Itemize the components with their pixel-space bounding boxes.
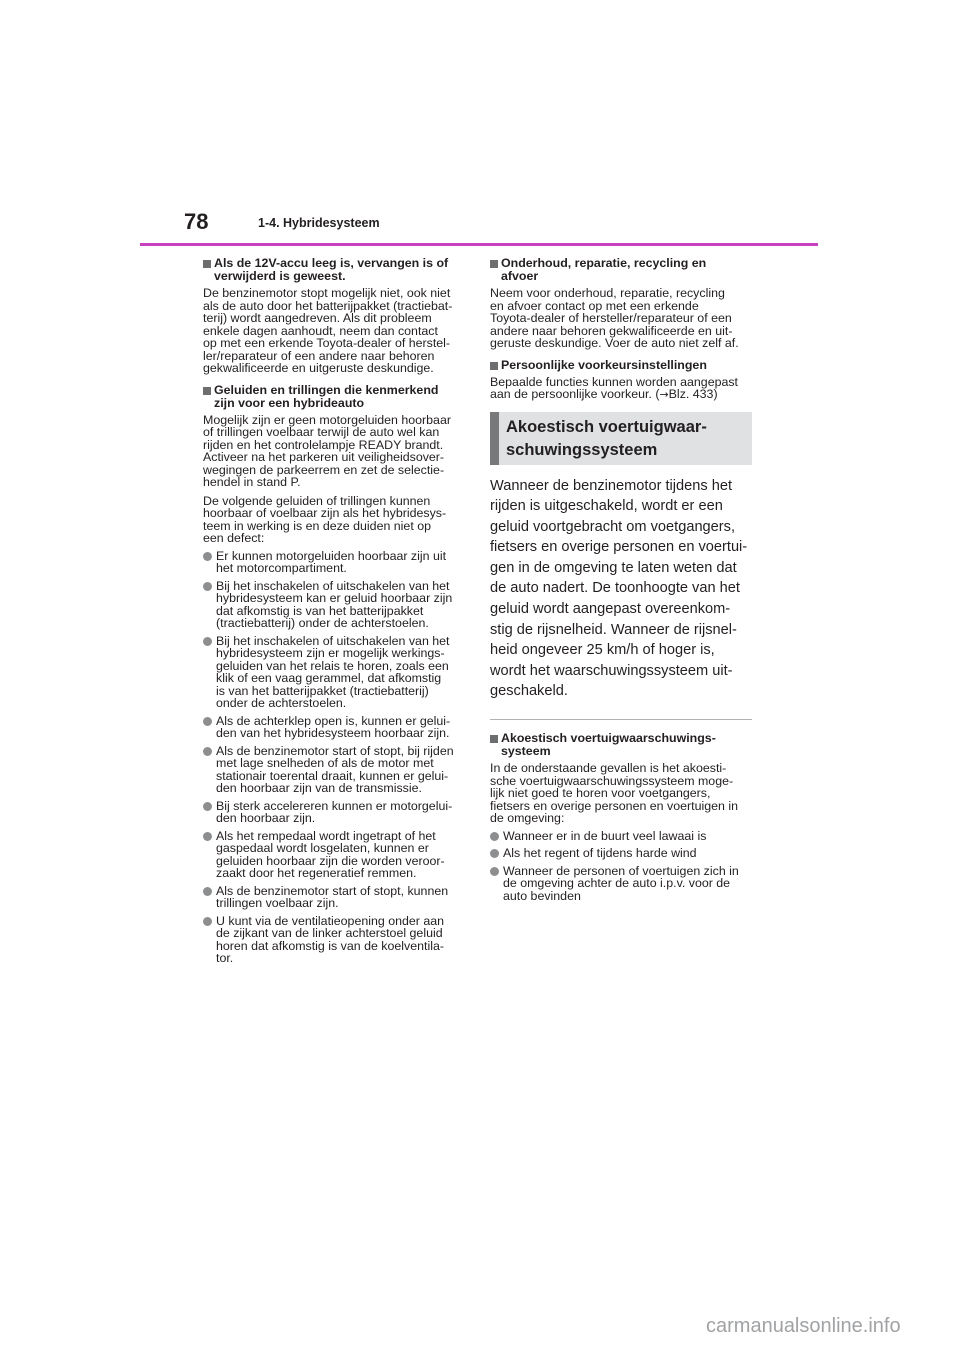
section-title-bar [490, 412, 499, 465]
bullet-list-right [490, 825, 752, 903]
text-line: hendel in stand P. [203, 475, 301, 489]
title-line: schuwingssysteem [506, 440, 658, 459]
text-line: is van het batterijpakket (tractiebatterij) [216, 683, 429, 698]
text-line: aan de persoonlijke voorkeur. ( [490, 387, 660, 401]
text-line: ler/reparateur of een andere naar behoren [203, 348, 435, 363]
list-item [203, 830, 465, 880]
list-item-text [216, 885, 465, 910]
text-line: met lage snelheden of als de motor met [216, 756, 434, 770]
section-title [506, 416, 746, 462]
section-heading-12v [203, 257, 465, 283]
list-item [203, 745, 465, 795]
list-item-text [216, 580, 465, 630]
text-line: De volgende geluiden of trillingen kunnen [203, 493, 431, 508]
list-item [490, 847, 752, 860]
text-line: (tractiebatterij) onder de achterstoelen. [216, 616, 429, 630]
text-line: de auto nadert. De toonhoogte van het [490, 580, 740, 597]
text-line: geluid voortgebracht om voetgangers, [490, 518, 736, 535]
text-line: geluiden van het relais te horen, zoals een [216, 658, 449, 673]
text-line: Als het rempedaal wordt ingetrapt of het [216, 828, 436, 843]
heading-line: systeem [501, 744, 551, 759]
paragraph-voorkeur [490, 376, 752, 402]
text-line: de omgeving achter de auto i.p.v. voor de [503, 876, 731, 891]
text-line: het motorcompartiment. [216, 561, 347, 575]
list-item [203, 715, 465, 740]
text-line: een defect: [203, 531, 265, 545]
intro-paragraph [490, 476, 752, 703]
text-line: wordt het waarschuwingssysteem uit- [490, 662, 733, 679]
text-line: In de onderstaande gevallen is het akoesti- [490, 761, 727, 776]
text-line: fietsers en overige personen en voertuigen in [490, 798, 738, 813]
text-line: auto bevinden [503, 888, 581, 903]
text-line: de zijkant van de linker achterstoel geluid [216, 926, 443, 940]
list-item-text [216, 550, 465, 575]
text-line: klik of een vaag gerammel, dat afkomstig [216, 671, 442, 685]
text-line: hybridesysteem zijn er mogelijk werkings- [216, 646, 445, 660]
text-line: enkele dagen aanhoudt, neem dan contact [203, 323, 438, 338]
text-line: Bij het inschakelen of uitschakelen van het [216, 578, 450, 593]
text-line: Bij het inschakelen of uitschakelen van het [216, 633, 450, 648]
text-line: gekwalificeerde en uitgeruste deskundige. [203, 361, 434, 375]
list-item-text [216, 635, 465, 710]
heading-line: Persoonlijke voorkeursinstellingen [501, 357, 707, 372]
text-line: gaspedaal wordt losgelaten, kunnen er [216, 841, 429, 855]
watermark: carmanualsonline.info [706, 1315, 901, 1337]
list-item [203, 635, 465, 710]
paragraph-12v [203, 287, 465, 375]
section-heading-akoestisch [490, 732, 752, 758]
text-line: of trillingen voelbaar terwijl de auto wel kan [203, 425, 440, 439]
text-line: trillingen voelbaar zijn. [216, 896, 339, 910]
text-line: terij) wordt aangedreven. Als dit probleem [203, 311, 432, 325]
paragraph-geluiden-2 [203, 495, 465, 545]
list-item-text [503, 865, 752, 903]
circle-bullet-icon [490, 849, 499, 858]
circle-bullet-icon [490, 832, 499, 841]
text-line: hybridesysteem kan er geluid hoorbaar zijn [216, 591, 453, 605]
title-line: Akoestisch voertuigwaar- [506, 417, 707, 436]
text-line: andere naar behoren gekwalificeerde en uit- [490, 323, 733, 338]
heading-line: Als de 12V-accu leeg is, vervangen is of [214, 256, 449, 270]
text-line: stig de rijsnelheid. Wanneer de rijsnel- [490, 621, 737, 638]
square-bullet-icon [490, 735, 498, 743]
text-line: Toyota-dealer of hersteller/reparateur of een [490, 311, 732, 325]
square-bullet-icon [490, 362, 498, 370]
text-line: Als het regent of tijdens harde wind [503, 846, 697, 861]
text-line: Er kunnen motorgeluiden hoorbaar zijn uit [216, 548, 447, 563]
text-line: dat afkomstig is van het batterijpakket [216, 603, 424, 618]
paragraph-geluiden-1 [203, 414, 465, 489]
text-line: Als de benzinemotor start of stopt, kunnen [216, 883, 449, 898]
text-line: den hoorbaar zijn. [216, 811, 316, 825]
square-bullet-icon [203, 260, 211, 268]
text-line: heid ongeveer 25 km/h of hoger is, [490, 642, 715, 659]
section-heading-onderhoud [490, 257, 752, 283]
paragraph-onderhoud [490, 287, 752, 350]
text-line: geluid wordt aangepast overeenkom- [490, 601, 731, 618]
section-heading-voorkeur [490, 359, 752, 372]
circle-bullet-icon [203, 582, 212, 591]
text-line: hoorbaar of voelbaar zijn als het hybridesys- [203, 506, 447, 520]
text-line: Als de achterklep open is, kunnen er gelui- [216, 713, 451, 728]
text-line: Mogelijk zijn er geen motorgeluiden hoorbaar [203, 412, 451, 427]
square-bullet-icon [203, 387, 211, 395]
list-item [203, 915, 465, 965]
circle-bullet-icon [203, 637, 212, 646]
text-line: rijden en het controlelampje READY brandt. [203, 437, 444, 452]
arrow-right-icon: → [659, 388, 669, 401]
list-item [203, 885, 465, 910]
list-item-text [503, 847, 752, 860]
heading-line: Akoestisch voertuigwaarschuwings- [501, 731, 716, 746]
heading-line: verwijderd is geweest. [214, 269, 346, 283]
list-item-text [216, 830, 465, 880]
text-line: als de auto door het batterijpakket (tractiebat- [203, 298, 453, 313]
text-line: geluiden hoorbaar zijn die worden veroor- [216, 853, 445, 868]
circle-bullet-icon [490, 867, 499, 876]
heading-line: zijn voor een hybrideauto [214, 395, 365, 410]
paragraph-akoestisch [490, 762, 752, 825]
text-line: geschakeld. [490, 683, 568, 700]
circle-bullet-icon [203, 717, 212, 726]
list-item-text [216, 745, 465, 795]
text-line: wegingen de parkeerrem en zet de selectie- [203, 462, 445, 477]
circle-bullet-icon [203, 747, 212, 756]
text-line: Wanneer er in de buurt veel lawaai is [503, 828, 707, 843]
text-line: Bepaalde functies kunnen worden aangepast [490, 374, 739, 389]
text-line: Wanneer de personen of voertuigen zich in [503, 863, 739, 878]
list-item-text [216, 915, 465, 965]
text-line: op met een erkende Toyota-dealer of herstel- [203, 336, 451, 350]
section-title-box [490, 412, 752, 465]
square-bullet-icon [490, 260, 498, 268]
heading-line: Geluiden en trillingen die kenmerkend [214, 382, 439, 397]
list-item-text [216, 800, 465, 825]
circle-bullet-icon [203, 917, 212, 926]
text-line: stationair toerental draait, kunnen er gelui- [216, 768, 449, 783]
text-line: U kunt via de ventilatieopening onder aan [216, 913, 445, 928]
left-column [203, 257, 465, 965]
text-line: rijden is uitgeschakeld, wordt er een [490, 498, 723, 515]
text-line: Als de benzinemotor start of stopt, bij rijden [216, 743, 454, 758]
circle-bullet-icon [203, 832, 212, 841]
text-line: Wanneer de benzinemotor tijdens het [490, 477, 733, 494]
list-item [203, 550, 465, 575]
section-divider [490, 719, 752, 720]
circle-bullet-icon [203, 802, 212, 811]
right-column [490, 257, 752, 902]
text-line: de omgeving: [490, 811, 565, 826]
text-line: Neem voor onderhoud, reparatie, recycling [490, 286, 725, 300]
text-line: lijk niet goed te horen voor voetgangers, [490, 786, 711, 801]
circle-bullet-icon [203, 887, 212, 896]
text-line: tor. [216, 951, 234, 965]
text-line: gen in de omgeving te laten weten dat [490, 559, 737, 576]
circle-bullet-icon [203, 552, 212, 561]
list-item [203, 800, 465, 825]
heading-line: afvoer [501, 269, 539, 283]
text-line: teem in werking is en deze duiden niet op [203, 518, 431, 533]
text-line: Activeer na het parkeren uit veiligheidsover- [203, 450, 445, 464]
text-line: De benzinemotor stopt mogelijk niet, ook niet [203, 286, 451, 300]
list-item-text [503, 830, 752, 843]
chapter-title: 1-4. Hybridesysteem [258, 216, 380, 230]
header-rule [140, 243, 818, 246]
page-number: 78 [184, 209, 209, 234]
list-item-text [216, 715, 465, 740]
text-line: zaakt door het regeneratief remmen. [216, 866, 417, 880]
text-line: geruste deskundige. Voer de auto niet zelf af. [490, 336, 739, 350]
text-line: onder de achterstoelen. [216, 696, 347, 710]
text-line: en afvoer contact op met een erkende [490, 298, 699, 313]
text-line: den hoorbaar zijn van de transmissie. [216, 781, 422, 795]
section-heading-geluiden [203, 384, 465, 410]
text-line: horen dat afkomstig is van de koelventila- [216, 938, 444, 953]
list-item [203, 580, 465, 630]
text-line: Bij sterk accelereren kunnen er motorgelui- [216, 798, 453, 813]
text-line: den van het hybridesysteem hoorbaar zijn. [216, 726, 450, 740]
bullet-list-left [203, 545, 465, 965]
text-line: sche voertuigwaarschuwingssysteem moge- [490, 773, 734, 788]
page-reference-link[interactable]: Blz. 433) [668, 387, 718, 401]
heading-line: Onderhoud, reparatie, recycling en [501, 256, 707, 270]
text-line: fietsers en overige personen en voertui- [490, 539, 748, 556]
list-item [490, 830, 752, 843]
list-item [490, 865, 752, 903]
